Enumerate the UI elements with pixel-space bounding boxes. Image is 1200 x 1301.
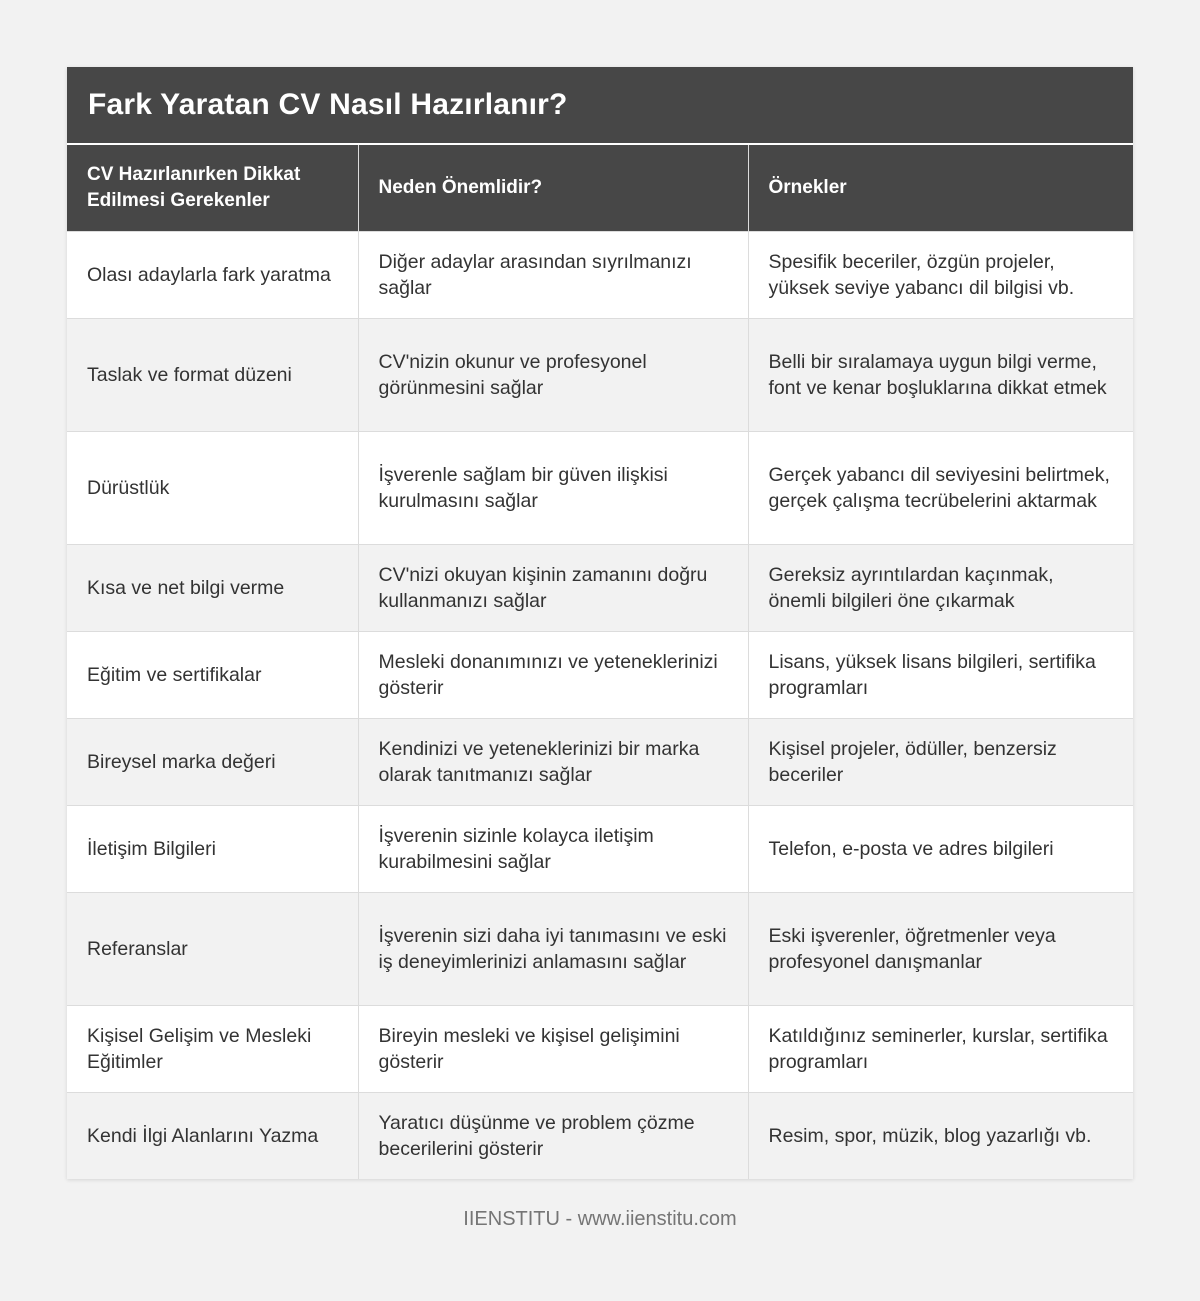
cell-item: Bireysel marka değeri — [67, 719, 358, 806]
table-row — [67, 719, 1133, 806]
cell-item: Taslak ve format düzeni — [67, 319, 358, 432]
cell-examples: Lisans, yüksek lisans bilgileri, sertifika programları — [748, 632, 1133, 719]
cell-item: Dürüstlük — [67, 432, 358, 545]
cell-why: Bireyin mesleki ve kişisel gelişimini gösterir — [358, 1006, 748, 1093]
cell-examples: Eski işverenler, öğretmenler veya profesyonel danışmanlar — [748, 893, 1133, 1006]
cell-item: Kişisel Gelişim ve Mesleki Eğitimler — [67, 1006, 358, 1093]
table-row — [67, 1006, 1133, 1093]
header-row — [67, 145, 1133, 232]
page-title: Fark Yaratan CV Nasıl Hazırlanır? — [88, 88, 568, 121]
cell-examples: Telefon, e-posta ve adres bilgileri — [748, 806, 1133, 893]
table-row — [67, 432, 1133, 545]
column-header-item: CV Hazırlanırken Dikkat Edilmesi Gerekenler — [67, 145, 358, 232]
cell-examples: Spesifik beceriler, özgün projeler, yüksek seviye yabancı dil bilgisi vb. — [748, 232, 1133, 319]
column-header-why: Neden Önemlidir? — [358, 145, 748, 232]
cell-examples: Belli bir sıralamaya uygun bilgi verme, font ve kenar boşluklarına dikkat etmek — [748, 319, 1133, 432]
table-row — [67, 806, 1133, 893]
cell-item: Kısa ve net bilgi verme — [67, 545, 358, 632]
footer-credit: IIENSTITU - www.iienstitu.com — [463, 1208, 737, 1230]
table-row — [67, 632, 1133, 719]
cell-examples: Resim, spor, müzik, blog yazarlığı vb. — [748, 1093, 1133, 1180]
cell-why: Yaratıcı düşünme ve problem çözme becerilerini gösterir — [358, 1093, 748, 1180]
cell-why: CV'nizi okuyan kişinin zamanını doğru kullanmanızı sağlar — [358, 545, 748, 632]
cell-item: İletişim Bilgileri — [67, 806, 358, 893]
cell-item: Kendi İlgi Alanlarını Yazma — [67, 1093, 358, 1180]
cell-why: Diğer adaylar arasından sıyrılmanızı sağlar — [358, 232, 748, 319]
table-row — [67, 893, 1133, 1006]
column-header-examples: Örnekler — [748, 145, 1133, 232]
cv-tips-table — [67, 145, 1133, 1179]
table-row — [67, 1093, 1133, 1180]
cell-examples: Gerçek yabancı dil seviyesini belirtmek, gerçek çalışma tecrübelerini aktarmak — [748, 432, 1133, 545]
cell-why: İşverenle sağlam bir güven ilişkisi kurulmasını sağlar — [358, 432, 748, 545]
table-row — [67, 545, 1133, 632]
cell-why: Mesleki donanımınızı ve yeteneklerinizi gösterir — [358, 632, 748, 719]
cell-examples: Kişisel projeler, ödüller, benzersiz beceriler — [748, 719, 1133, 806]
cell-examples: Gereksiz ayrıntılardan kaçınmak, önemli bilgileri öne çıkarmak — [748, 545, 1133, 632]
cell-why: İşverenin sizi daha iyi tanımasını ve eski iş deneyimlerinizi anlamasını sağlar — [358, 893, 748, 1006]
title-bar — [67, 67, 1133, 145]
table-card — [67, 67, 1133, 1179]
cell-item: Referanslar — [67, 893, 358, 1006]
cell-why: CV'nizin okunur ve profesyonel görünmesini sağlar — [358, 319, 748, 432]
cell-item: Olası adaylarla fark yaratma — [67, 232, 358, 319]
cell-why: İşverenin sizinle kolayca iletişim kurabilmesini sağlar — [358, 806, 748, 893]
table-row — [67, 232, 1133, 319]
table-row — [67, 319, 1133, 432]
cell-examples: Katıldığınız seminerler, kurslar, sertifika programları — [748, 1006, 1133, 1093]
cell-why: Kendinizi ve yeteneklerinizi bir marka olarak tanıtmanızı sağlar — [358, 719, 748, 806]
cell-item: Eğitim ve sertifikalar — [67, 632, 358, 719]
